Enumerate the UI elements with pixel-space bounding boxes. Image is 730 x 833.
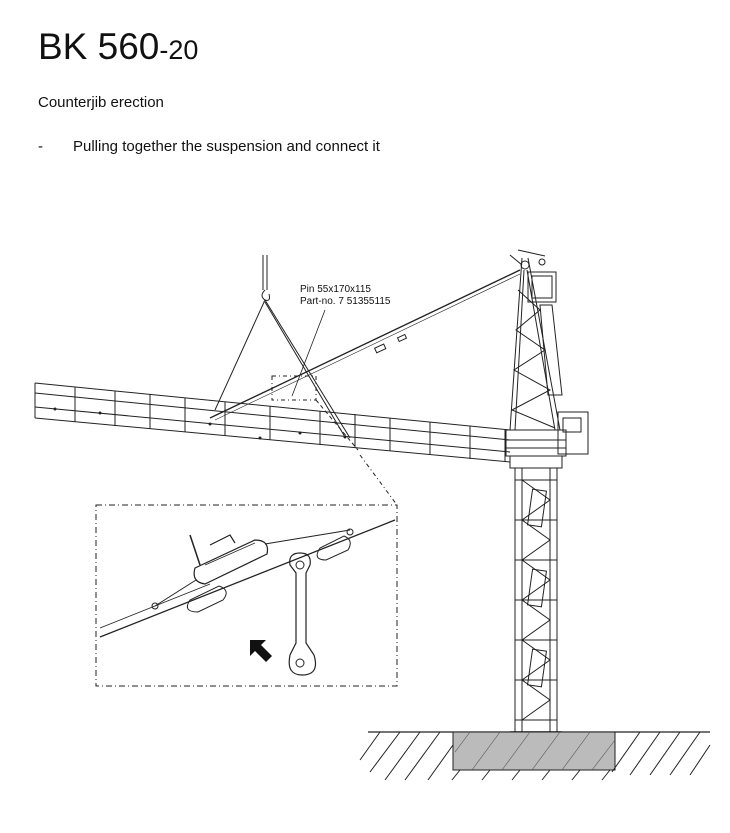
pin-callout [300, 284, 390, 308]
detail-inset [96, 505, 397, 686]
part-number-label: Part-no. 7 51355115 [300, 296, 391, 307]
pin-label: Pin 55x170x115 [300, 284, 371, 295]
instruction-text: Pulling together the suspension and connect it [73, 138, 380, 155]
section-subtitle: Counterjib erection [38, 94, 164, 111]
title-suffix: -20 [159, 35, 199, 65]
bullet-dash: - [38, 138, 43, 155]
title-model: BK 560 [38, 26, 160, 67]
tower [506, 250, 588, 732]
arrow-up-left-icon [250, 640, 272, 662]
ground-foundation [360, 732, 710, 780]
